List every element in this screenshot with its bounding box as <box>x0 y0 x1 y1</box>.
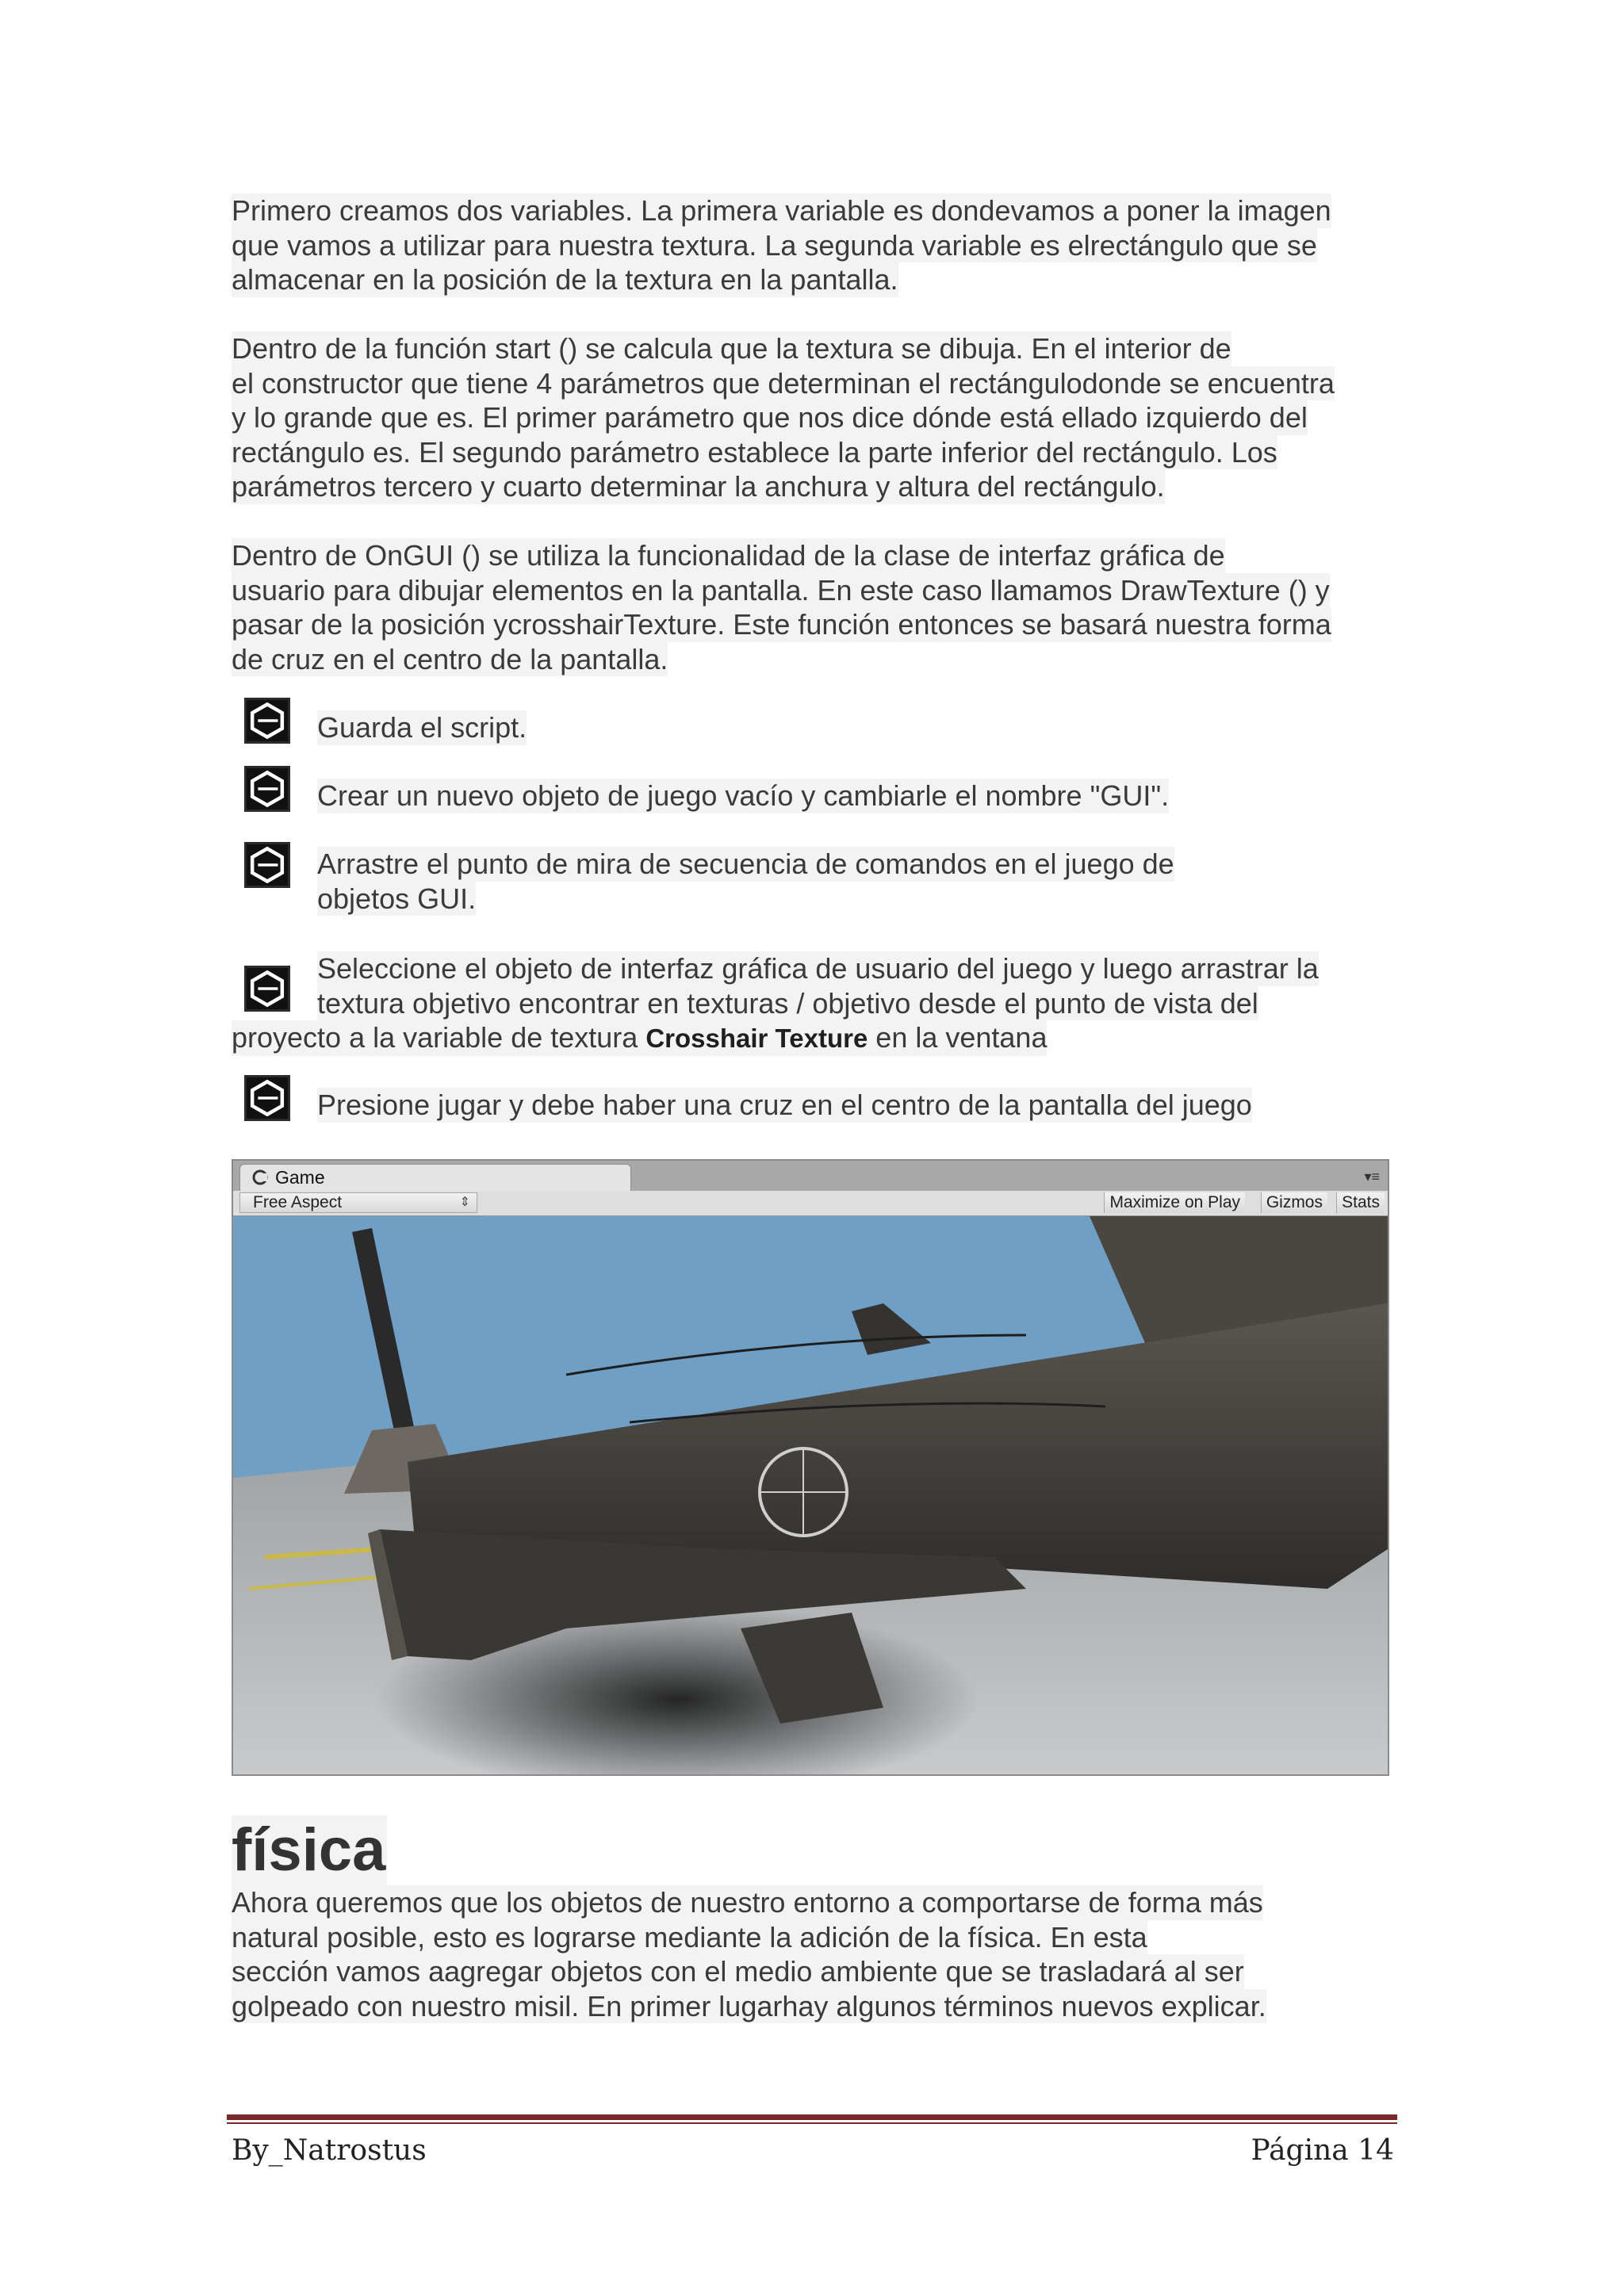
game-scene-image <box>233 1216 1388 1776</box>
step-save-script <box>232 698 1397 745</box>
text-line: sección vamos aagregar objetos con el medio ambiente que se trasladará al ser <box>232 1955 1244 1988</box>
game-tab[interactable] <box>239 1164 631 1191</box>
step-text: Seleccione el objeto de interfaz gráfica de usuario del juego y luego arrastrar la <box>317 952 1319 985</box>
game-tab-icon <box>251 1169 269 1186</box>
gizmos-button[interactable]: Gizmos <box>1261 1192 1327 1213</box>
aspect-label: Free Aspect <box>253 1193 343 1211</box>
text-line: el constructor que tiene 4 parámetros que determinan el rectángulodonde se encuentra <box>232 366 1335 400</box>
text-line: Primero creamos dos variables. La primera variable es dondevamos a poner la imagen <box>232 194 1331 227</box>
paragraph-1 <box>232 193 1397 297</box>
paragraph-2 <box>232 331 1397 504</box>
step-drag-script <box>232 842 1397 921</box>
text-line: Dentro de OnGUI () se utiliza la funcionalidad de la clase de interfaz gráfica de <box>232 539 1225 572</box>
step-text: objetos GUI. <box>317 882 477 915</box>
section-heading: física <box>232 1816 386 1884</box>
game-window <box>232 1159 1389 1776</box>
text-line: y lo grande que es. El primer parámetro que nos dice dónde está ellado izquierdo del <box>232 401 1308 434</box>
footer-page-number: Página 14 <box>1251 2134 1394 2167</box>
tab-menu-icon[interactable]: ▾≡ <box>1364 1169 1380 1184</box>
step-press-play <box>232 1075 1397 1123</box>
game-toolbar <box>233 1191 1388 1216</box>
step-text: Presione jugar y debe haber una cruz en el centro de la pantalla del juego <box>317 1089 1252 1121</box>
section-paragraph <box>232 1885 1397 2023</box>
crosshair-texture-label: Crosshair Texture <box>645 1024 868 1053</box>
unity-logo-icon <box>244 766 290 812</box>
dropdown-arrows-icon: ⇕ <box>459 1196 470 1209</box>
step-text: Crear un nuevo objeto de juego vacío y cambiarle el nombre "GUI". <box>317 779 1170 812</box>
footer-rule-thick <box>227 2114 1397 2120</box>
aspect-dropdown[interactable] <box>239 1192 477 1213</box>
text-line: golpeado con nuestro misil. En primer lugarhay algunos términos nuevos explicar. <box>232 1989 1266 2022</box>
text-line: usuario para dibujar elementos en la pantalla. En este caso llamamos DrawTexture () y <box>232 573 1330 607</box>
unity-logo-icon <box>244 1075 290 1121</box>
text-line: de cruz en el centro de la pantalla. <box>232 642 668 675</box>
text-line: Dentro de la función start () se calcula que la textura se dibuja. En el interior de <box>232 332 1231 365</box>
step-text-continuation: proyecto a la variable de textura Crosshair Texture en la ventana <box>232 1020 1047 1056</box>
text-line: pasar de la posición ycrosshairTexture. Este función entonces se basará nuestra forma <box>232 608 1331 641</box>
crosshair-icon <box>760 1448 847 1536</box>
step-assign-texture <box>232 951 1397 1062</box>
maximize-on-play-button[interactable]: Maximize on Play <box>1104 1192 1245 1213</box>
text-line: rectángulo es. El segundo parámetro establece la parte inferior del rectángulo. Los <box>232 435 1277 469</box>
paragraph-3 <box>232 538 1397 676</box>
text-line: natural posible, esto es lograrse mediante la adición de la física. En esta <box>232 1920 1147 1954</box>
step-create-gui-object <box>232 766 1397 813</box>
footer-rule-thin <box>227 2122 1397 2124</box>
game-tab-bar <box>233 1161 1388 1191</box>
unity-logo-icon <box>244 698 290 744</box>
unity-logo-icon <box>244 842 290 888</box>
footer-author: By_Natrostus <box>232 2134 427 2167</box>
text-line: Ahora queremos que los objetos de nuestro entorno a comportarse de forma más <box>232 1886 1263 1919</box>
step-text: Arrastre el punto de mira de secuencia de comandos en el juego de <box>317 848 1174 880</box>
text-line: que vamos a utilizar para nuestra textura. La segunda variable es elrectángulo que se <box>232 228 1317 262</box>
game-viewport[interactable] <box>233 1216 1388 1776</box>
step-text: Guarda el script. <box>317 711 527 744</box>
text-line: almacenar en la posición de la textura en la pantalla. <box>232 263 898 296</box>
stats-button[interactable]: Stats <box>1336 1192 1385 1213</box>
game-tab-label: Game <box>275 1167 325 1188</box>
unity-logo-icon <box>244 966 290 1012</box>
text-line: parámetros tercero y cuarto determinar la anchura y altura del rectángulo. <box>232 470 1165 503</box>
step-text: textura objetivo encontrar en texturas / objetivo desde el punto de vista del <box>317 986 1258 1020</box>
